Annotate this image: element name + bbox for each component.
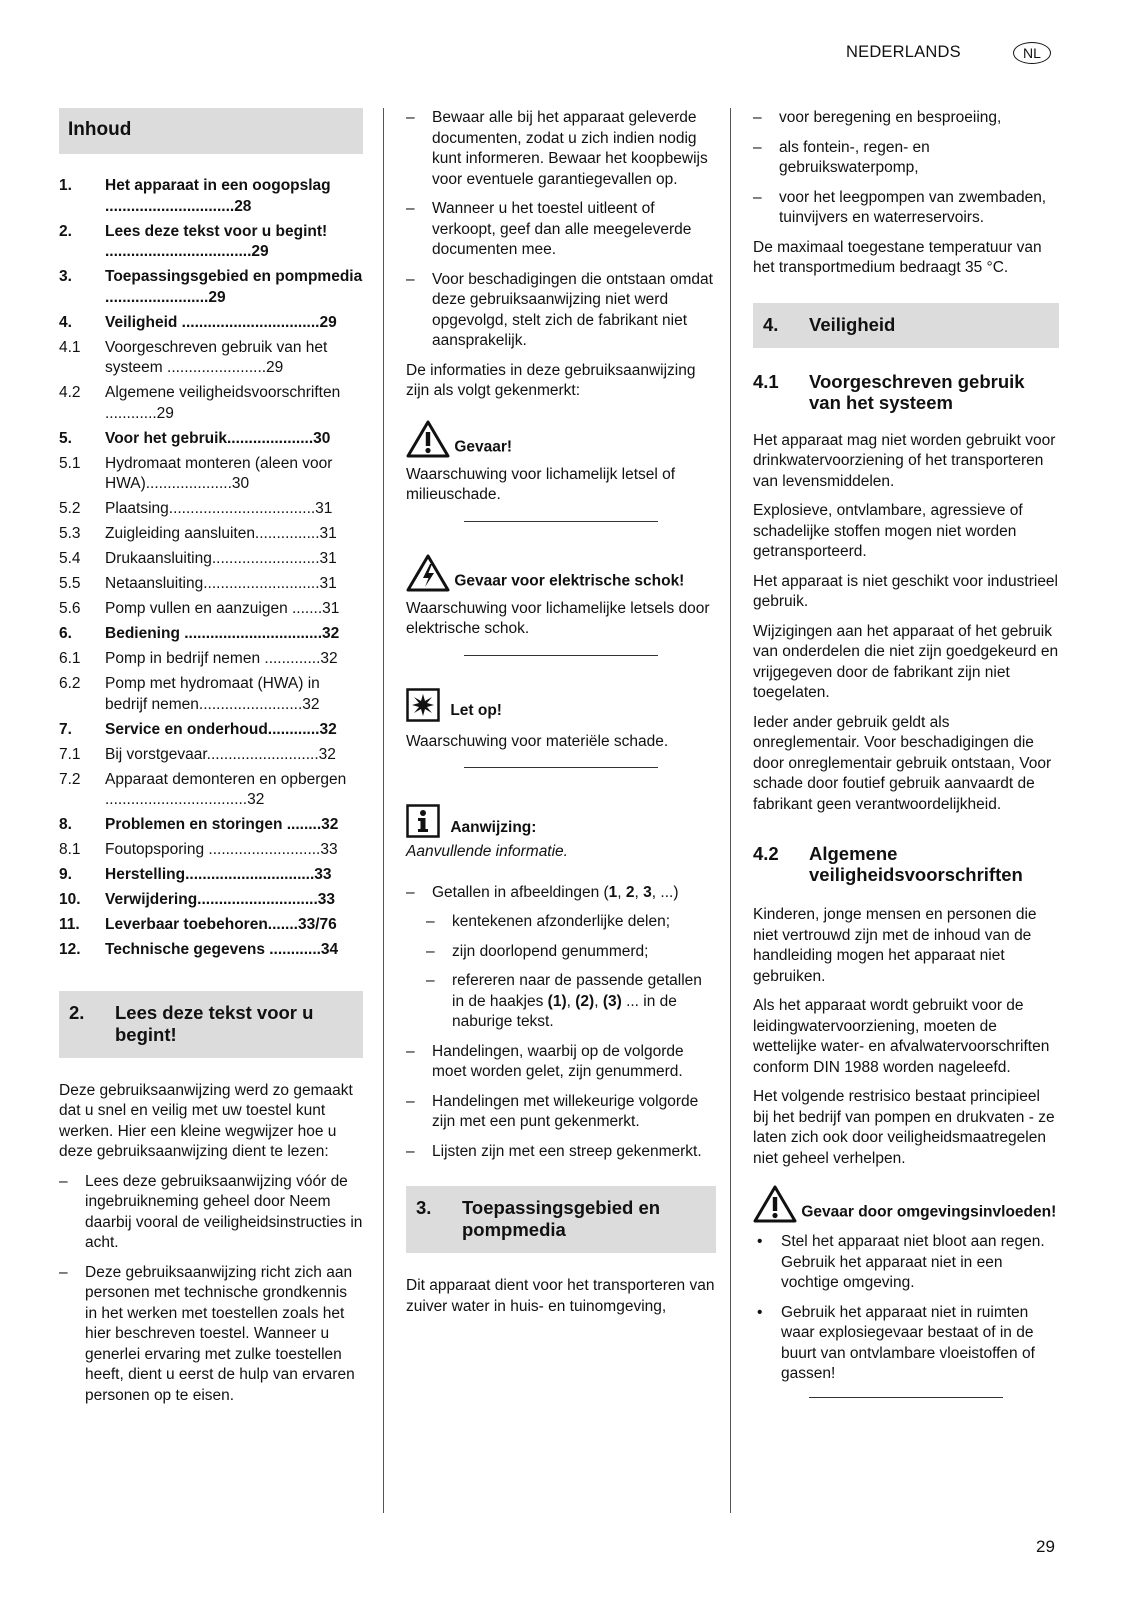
list-item: – voor beregening en besproeiing, [753,108,1059,129]
sub-list-item: – kentekenen afzonderlijke delen; [406,912,716,933]
toc-entry-number: 5.2 [59,500,81,517]
toc-entry-number: 8.1 [59,841,81,858]
list-item-text: zijn doorlopend genummerd; [452,942,649,960]
page-number: 29 [1036,1537,1055,1556]
toc-entry-number: 1. [59,177,72,194]
section-number: 4. [763,313,779,335]
toc-entry-number: 6. [59,625,72,642]
toc-entry [59,499,363,520]
bullet-text: Gebruik het apparaat niet in ruimten waar explosiegevaar bestaat of in de buurt van ontvlambare vloeistoffen of gassen! [781,1303,1035,1382]
toc-entry [59,720,363,741]
divider [464,655,658,656]
column-middle [406,108,716,1326]
toc-entry [59,338,363,379]
divider [464,767,658,768]
toc-entry-number: 2. [59,222,72,240]
environment-danger-title: Gevaar door omgevingsinvloeden! [801,1203,1057,1221]
paragraph: Het apparaat mag niet worden gebruikt voor drinkwatervoorziening of het transporteren van levensmiddelen. [753,431,1056,490]
list-item: – als fontein-, regen- en gebruikswaterpomp, [753,138,1059,179]
section-number: 3. [416,1197,432,1218]
toc-entry-number: 11. [59,916,80,933]
electric-text: Waarschuwing voor lichamelijke letsels door elektrische schok. [406,599,710,637]
caution-title: Let op! [450,702,502,719]
toc-entry [59,176,363,217]
bullet-text: Stel het apparaat niet bloot aan regen. Gebruik het apparaat niet in een vochtige omgeving. [781,1233,1045,1291]
electric-shock-icon [406,554,450,592]
toc-entry-number: 5.4 [59,550,81,567]
toc-entry-number: 7. [59,720,72,738]
column-left [59,108,363,1415]
toc-heading-box [59,108,363,154]
toc-entry-title: Leverbaar toebehoren.......33/76 [105,916,337,933]
list-item-text: kentekenen afzonderlijke delen; [452,913,671,930]
subsection-title: Voorgeschreven gebruik van het systeem [809,370,1025,413]
toc-entry [59,313,363,334]
toc-entry-title: Foutopsporing ..........................33 [105,841,338,858]
toc-entry-title: Pomp in bedrijf nemen .............32 [105,650,338,667]
toc-entry-number: 9. [59,866,72,883]
toc-entry-title: Problemen en storingen ........32 [105,816,339,833]
section-2-heading-box [59,991,363,1058]
info-note [406,804,716,863]
section-4-heading-box [753,303,1059,348]
toc-entry-title: Bediening ................................32 [105,625,340,642]
list-item: – Bewaar alle bij het apparaat geleverde documenten, zodat u zich indien nodig kunt informeren. Bewaar het koopbewijs voor eventuele garantiegevallen op. [406,108,716,190]
list-item-text: refereren naar de passende getallen in de haakjes (1), (2), (3) ... in de naburige tekst. [452,972,702,1030]
list-item-text: Bewaar alle bij het apparaat geleverde documenten, zodat u zich indien nodig kunt informeren. Bewaar het koopbewijs voor eventuele garantiegevallen op. [432,109,708,188]
table-of-contents [59,176,363,961]
toc-entry [59,649,363,670]
info-icon [406,804,440,838]
list-item: – voor het leegpompen van zwembaden, tuinvijvers en waterreservoirs. [753,188,1059,229]
list-item: – Deze gebruiksaanwijzing richt zich aan personen met technische grondkennis in het werken met toestellen zoals het hier beschreven toestel. Wanneer u generlei ervaring met zulke toestellen heeft, dient u eerst de hulp van ervaren personen op te eisen. [59,1263,363,1407]
toc-entry [59,267,363,308]
toc-entry-number: 8. [59,816,72,833]
toc-title: Inhoud [68,119,132,140]
warning-triangle-icon [406,420,450,458]
toc-entry-title: Service en onderhoud............32 [105,720,337,738]
toc-entry-title: Herstelling..............................33 [105,866,332,883]
toc-entry-title: Lees deze tekst voor u begint! ..................................29 [105,222,328,260]
list-item: – Lees deze gebruiksaanwijzing vóór de ingebruikneming geheel door Neem daarbij vooral de veiligheidsinstructies in acht. [59,1172,363,1254]
list-item: – Handelingen, waarbij op de volgorde moet worden gelet, zijn genummerd. [406,1042,716,1083]
toc-entry-title: Pomp met hydromaat (HWA) in bedrijf nemen........................32 [105,675,320,713]
subsection-title: Algemene veiligheidsvoorschriften [809,843,1023,885]
toc-entry [59,574,363,595]
toc-entry-number: 6.1 [59,650,81,667]
language-code-badge: NL [1013,42,1051,64]
danger-text: Waarschuwing voor lichamelijk letsel of milieuschade. [406,465,676,503]
list-item: – Getallen in afbeeldingen (1, 2, 3, ...) [406,883,716,904]
toc-entry [59,745,363,766]
list-item-text: Handelingen met willekeurige volgorde zijn met een punt gekenmerkt. [432,1092,699,1130]
note-text: Aanvullende informatie. [406,843,568,860]
toc-entry [59,890,363,911]
section-3-heading-box [406,1186,716,1253]
list-item-text: Voor beschadigingen die ontstaan omdat deze gebruiksaanwijzing niet werd opgevolgd, stelt zich de fabrikant niet aansprakelijk. [432,270,713,349]
paragraph: Als het apparaat wordt gebruikt voor de leidingwatervoorziening, moeten de wettelijke water- en afvalwatervoorschriften conform DIN 1988 worden nageleefd. [753,997,1050,1076]
list-item-text: Handelingen, waarbij op de volgorde moet worden gelet, zijn genummerd. [432,1042,684,1080]
divider [464,521,658,522]
toc-entry-title: Hydromaat monteren (aleen voor HWA)....................30 [105,454,333,492]
toc-entry-title: Technische gegevens ............34 [105,941,339,958]
paragraph: Explosieve, ontvlambare, agressieve of schadelijke stoffen mogen niet worden getransporteerd. [753,502,1023,560]
toc-entry-title: Voorgeschreven gebruik van het systeem .......................29 [105,338,328,376]
list-item: – Handelingen met willekeurige volgorde zijn met een punt gekenmerkt. [406,1092,716,1133]
paragraph: Dit apparaat dient voor het transporteren van zuiver water in huis- en tuinomgeving, [406,1277,715,1315]
toc-entry [59,429,363,450]
electric-title: Gevaar voor elektrische schok! [454,572,685,589]
subsection-number: 4.1 [753,370,779,392]
caution-note [406,688,716,753]
paragraph: Het volgende restrisico bestaat principieel bij het bedrijf van pompen en drukvaten - ze laten zich ook door veiligheidsmaatregelen niet geheel verhelpen. [753,1088,1055,1167]
toc-entry-number: 5.1 [59,454,81,472]
toc-entry-number: 10. [59,891,81,908]
caution-text: Waarschuwing voor materiële schade. [406,732,669,750]
list-item-text: Getallen in afbeeldingen (1, 2, 3, ...) [432,883,679,901]
column-divider [383,108,384,1513]
toc-entry [59,383,363,424]
danger-title: Gevaar! [454,438,513,455]
caution-burst-icon [406,688,440,722]
toc-entry [59,840,363,861]
toc-entry [59,770,363,811]
electric-note [406,554,716,640]
list-item-text: Lijsten zijn met een streep gekenmerkt. [432,1142,702,1160]
toc-entry-number: 4. [59,313,72,331]
list-item-text: Lees deze gebruiksaanwijzing vóór de ingebruikneming geheel door Neem daarbij vooral de veiligheidsinstructies in acht. [85,1172,363,1251]
toc-entry-number: 7.2 [59,770,81,788]
section-title: Toepassingsgebied en pompmedia [462,1197,661,1240]
language-label: NEDERLANDS [846,43,961,61]
paragraph: Kinderen, jonge mensen en personen die niet vertrouwd zijn met de inhoud van de handleiding mogen het apparaat niet gebruiken. [753,906,1037,985]
sub-list-item: – zijn doorlopend genummerd; [406,942,716,963]
toc-entry-title: Zuigleiding aansluiten...............31 [105,525,337,542]
subsection-number: 4.2 [753,843,779,864]
list-item-text: voor beregening en besproeiing, [779,109,1002,126]
toc-entry-number: 5.5 [59,575,81,592]
toc-entry-title: Apparaat demonteren en opbergen .................................32 [105,770,347,808]
toc-entry [59,624,363,645]
toc-entry [59,222,363,263]
paragraph: Deze gebruiksaanwijzing werd zo gemaakt dat u snel en veilig met uw toestel kunt werken. Hier een kleine wegwijzer hoe u deze gebruiksaanwijzing dient te lezen: [59,1081,353,1160]
toc-entry-number: 6.2 [59,675,81,692]
list-item: – Wanneer u het toestel uitleent of verkoopt, geef dan alle meegeleverde documenten mee. [406,199,716,261]
paragraph: Ieder ander gebruik geldt als onreglementair. Voor beschadigingen die door onreglementair gebruik ontstaan, Voor schade door foutief gebruik aanvaardt de fabrikant geen verantwoordelijkheid. [753,713,1052,813]
paragraph: Wijzigingen aan het apparaat of het gebruik van onderdelen die niet zijn goedgekeurd en vrijgegeven door de fabrikant zijn niet toegelaten. [753,622,1059,701]
toc-entry-title: Pomp vullen en aanzuigen .......31 [105,600,340,617]
bullet-item: • Stel het apparaat niet bloot aan regen. Gebruik het apparaat niet in een vochtige omgeving. [753,1232,1059,1294]
toc-entry [59,915,363,936]
toc-entry-title: Plaatsing..................................31 [105,500,333,517]
danger-note [406,420,716,506]
toc-entry [59,865,363,886]
toc-entry-title: Algemene veiligheidsvoorschriften ............29 [105,384,341,422]
list-item-text: Wanneer u het toestel uitleent of verkoopt, geef dan alle meegeleverde documenten mee. [432,200,692,258]
toc-entry-title: Netaansluiting...........................31 [105,575,337,592]
toc-entry [59,599,363,620]
paragraph: De maximaal toegestane temperatuur van het transportmedium bedraagt 35 °C. [753,238,1042,276]
toc-entry-number: 5. [59,429,72,447]
toc-entry-title: Toepassingsgebied en pompmedia ........................29 [105,268,363,306]
column-divider [730,108,731,1513]
list-item-text: Deze gebruiksaanwijzing richt zich aan personen met technische grondkennis in het werken met toestellen zoals het hier beschreven toestel. Wanneer u generlei ervaring met zulke toestellen heeft, dient u eerst de hulp van ervaren personen op te eisen. [85,1263,355,1404]
note-title: Aanwijzing: [450,818,537,836]
toc-entry [59,940,363,961]
section-title: Lees deze tekst voor u begint! [115,1001,314,1045]
toc-entry-number: 5.3 [59,525,81,542]
section-number: 2. [69,1001,85,1023]
toc-entry-title: Drukaansluiting.........................31 [105,550,337,567]
subsection-heading [753,371,1059,413]
toc-entry-title: Veiligheid ................................29 [105,313,337,331]
paragraph: De informaties in deze gebruiksaanwijzing zijn als volgt gekenmerkt: [406,361,696,399]
sub-list-item: – refereren naar de passende getallen in de haakjes (1), (2), (3) ... in de naburige tekst. [406,971,716,1033]
toc-entry-number: 3. [59,268,72,285]
toc-entry-number: 4.2 [59,384,81,401]
toc-entry-number: 5.6 [59,600,81,617]
toc-entry [59,549,363,570]
list-item-text: voor het leegpompen van zwembaden, tuinvijvers en waterreservoirs. [779,188,1047,226]
paragraph: Het apparaat is niet geschikt voor industrieel gebruik. [753,572,1058,610]
divider [809,1397,1003,1398]
section-title: Veiligheid [809,313,896,335]
toc-entry-number: 4.1 [59,338,81,356]
environment-danger-note [753,1185,1059,1223]
toc-entry-number: 7.1 [59,745,81,763]
bullet-item: • Gebruik het apparaat niet in ruimten waar explosiegevaar bestaat of in de buurt van ontvlambare vloeistoffen of gassen! [753,1303,1059,1385]
list-item: – Lijsten zijn met een streep gekenmerkt. [406,1142,716,1163]
toc-entry [59,454,363,495]
toc-entry-title: Voor het gebruik....................30 [105,429,331,447]
toc-entry-number: 12. [59,941,81,958]
toc-entry-title: Het apparaat in een oogopslag ..............................28 [105,177,331,215]
toc-entry [59,524,363,545]
list-item: – Voor beschadigingen die ontstaan omdat deze gebruiksaanwijzing niet werd opgevolgd, stelt zich de fabrikant niet aansprakelijk. [406,270,716,352]
toc-entry [59,674,363,715]
subsection-heading [753,843,1059,885]
column-right [753,108,1059,1398]
warning-triangle-icon [753,1185,797,1223]
toc-entry [59,815,363,836]
list-item-text: als fontein-, regen- en gebruikswaterpomp, [779,138,930,176]
toc-entry-title: Bij vorstgevaar..........................32 [105,745,336,763]
toc-entry-title: Verwijdering............................33 [105,891,335,908]
